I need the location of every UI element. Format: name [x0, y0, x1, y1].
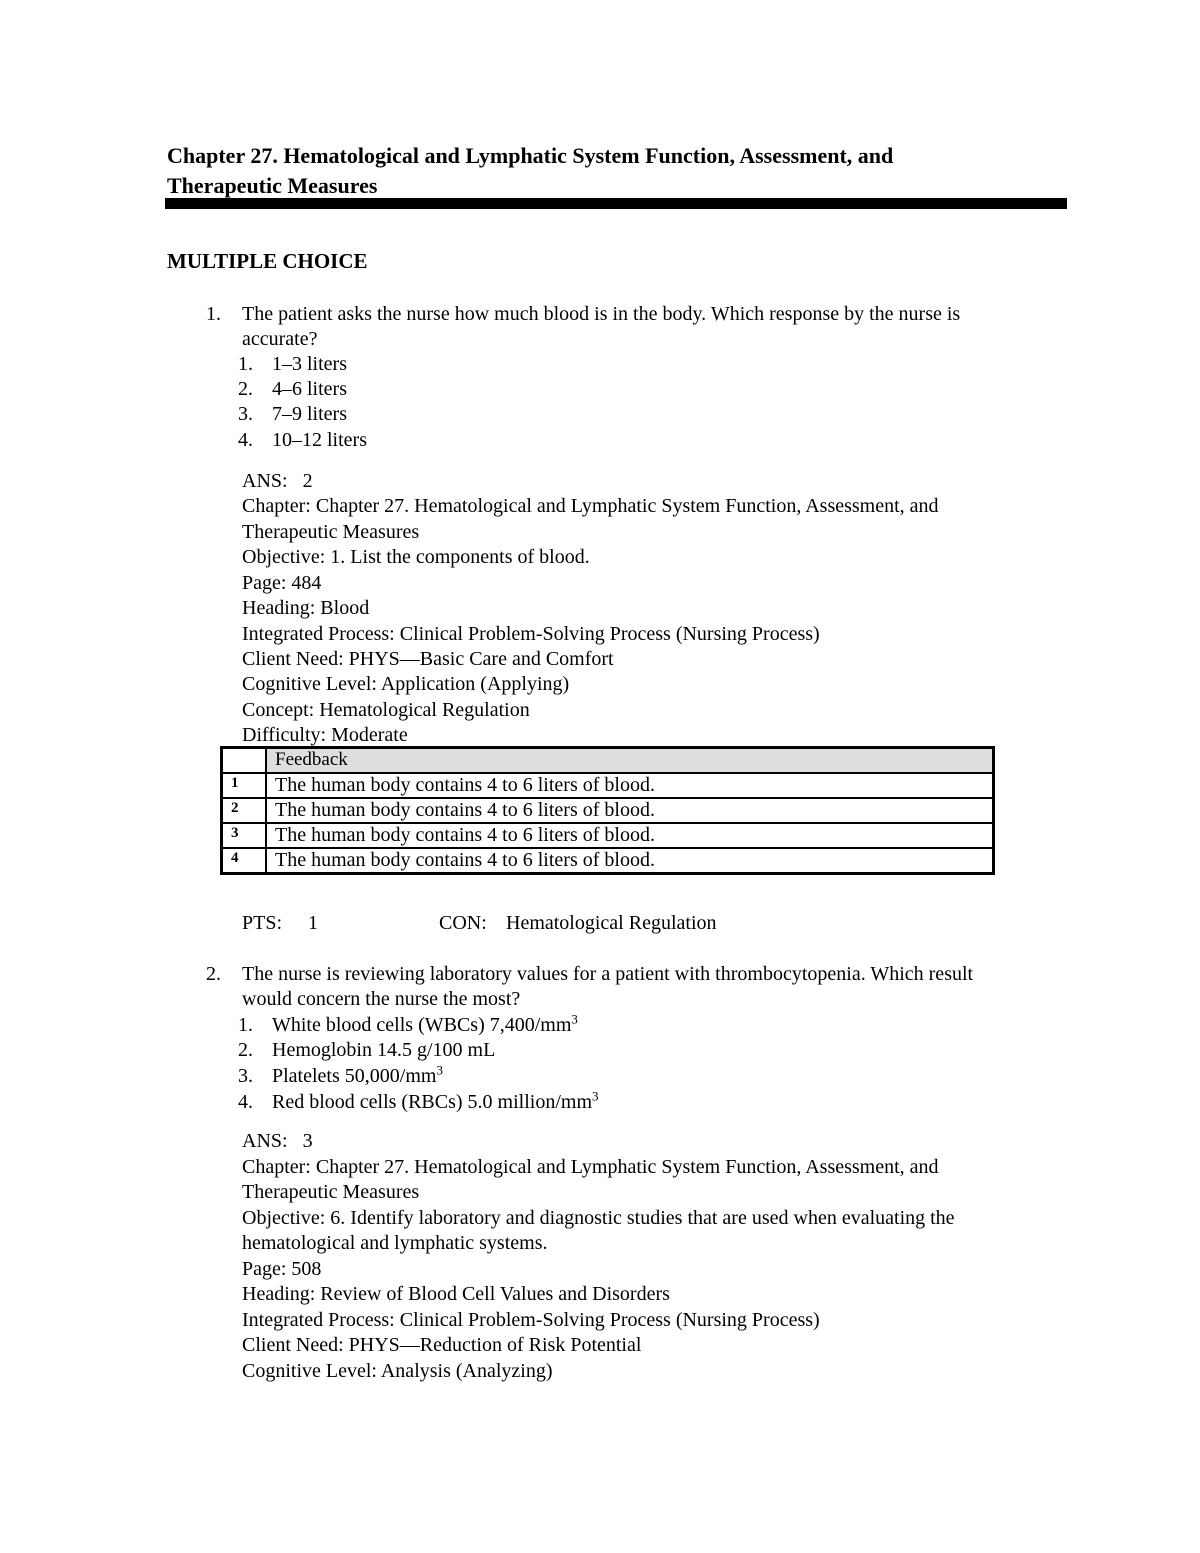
chapter-title-line1: Chapter 27. Hematological and Lymphatic System Function, Assessment, and: [167, 143, 894, 168]
feedback-row-text: The human body contains 4 to 6 liters of blood.: [266, 798, 994, 823]
option-text: [272, 1013, 578, 1038]
table-row: [222, 773, 994, 798]
option-text-main: White blood cells (WBCs) 7,400/mm: [272, 1014, 572, 1036]
option-text-main: Red blood cells (RBCs) 5.0 million/mm: [272, 1091, 592, 1113]
con-label: CON:: [439, 912, 487, 934]
option-text: [272, 1064, 443, 1089]
client-need: Client Need: PHYS—Reduction of Risk Potential: [242, 1334, 642, 1356]
feedback-row-number: 2: [222, 798, 267, 823]
table-row: [222, 798, 994, 823]
option-number: 3.: [238, 403, 253, 425]
question-stem-line1: The nurse is reviewing laboratory values for a patient with thrombocytopenia. Which result: [242, 963, 974, 985]
option-number: 1.: [238, 1014, 253, 1036]
option-text: 7–9 liters: [272, 403, 347, 425]
option-number: 2.: [238, 378, 253, 400]
option-text-main: Platelets 50,000/mm: [272, 1065, 437, 1087]
con-value: Hematological Regulation: [506, 912, 717, 934]
title-rule: [165, 198, 1067, 209]
option-number: 3.: [238, 1065, 253, 1087]
section-heading: MULTIPLE CHOICE: [167, 249, 368, 273]
option-number: 4.: [238, 1091, 253, 1113]
chapter-title-line2: Therapeutic Measures: [167, 173, 378, 198]
heading-ref: Heading: Blood: [242, 597, 370, 619]
table-row: [222, 823, 994, 848]
option-number: 4.: [238, 429, 253, 451]
feedback-row-text: The human body contains 4 to 6 liters of blood.: [266, 773, 994, 798]
feedback-row-number: 4: [222, 848, 267, 874]
option-text: [272, 1090, 599, 1115]
integrated-process: Integrated Process: Clinical Problem-Solving Process (Nursing Process): [242, 1309, 820, 1331]
objective: Objective: 1. List the components of blood.: [242, 546, 590, 568]
question-stem-line2: accurate?: [242, 328, 318, 350]
answer: ANS: 3: [242, 1130, 313, 1152]
chapter-title: [167, 141, 1067, 201]
table-row: [222, 848, 994, 874]
integrated-process: Integrated Process: Clinical Problem-Solving Process (Nursing Process): [242, 623, 820, 645]
option-number: 2.: [238, 1039, 253, 1061]
concept: Concept: Hematological Regulation: [242, 699, 530, 721]
option-number: 1.: [238, 353, 253, 375]
chapter-ref-line1: Chapter: Chapter 27. Hematological and Lymphatic System Function, Assessment, and: [242, 1156, 939, 1178]
feedback-row-number: 1: [222, 773, 267, 798]
option-text: 1–3 liters: [272, 353, 347, 375]
option-text: 4–6 liters: [272, 378, 347, 400]
chapter-ref-line2: Therapeutic Measures: [242, 1181, 420, 1203]
question-number: 2.: [206, 963, 221, 985]
objective-line2: hematological and lymphatic systems.: [242, 1232, 548, 1254]
feedback-corner-cell: [222, 748, 267, 774]
pts-label: PTS:: [242, 912, 283, 934]
cognitive-level: Cognitive Level: Analysis (Analyzing): [242, 1360, 553, 1382]
heading-ref: Heading: Review of Blood Cell Values and Disorders: [242, 1283, 670, 1305]
feedback-row-text: The human body contains 4 to 6 liters of blood.: [266, 848, 994, 874]
option-superscript: 3: [436, 1062, 443, 1078]
page-ref: Page: 484: [242, 572, 322, 594]
question-stem-line1: The patient asks the nurse how much blood is in the body. Which response by the nurse is: [242, 303, 961, 325]
option-text: Hemoglobin 14.5 g/100 mL: [272, 1039, 496, 1061]
chapter-ref-line1: Chapter: Chapter 27. Hematological and Lymphatic System Function, Assessment, and: [242, 495, 939, 517]
chapter-ref-line2: Therapeutic Measures: [242, 521, 420, 543]
pts-value: 1: [308, 912, 318, 934]
client-need: Client Need: PHYS—Basic Care and Comfort: [242, 648, 614, 670]
objective-line1: Objective: 6. Identify laboratory and diagnostic studies that are used when evaluating the: [242, 1207, 955, 1229]
cognitive-level: Cognitive Level: Application (Applying): [242, 673, 570, 695]
question-stem-line2: would concern the nurse the most?: [242, 988, 521, 1010]
feedback-header-row: [222, 748, 994, 774]
feedback-row-number: 3: [222, 823, 267, 848]
page-ref: Page: 508: [242, 1258, 322, 1280]
difficulty: Difficulty: Moderate: [242, 724, 408, 746]
feedback-table: [220, 746, 995, 875]
option-superscript: 3: [571, 1011, 578, 1027]
feedback-row-text: The human body contains 4 to 6 liters of blood.: [266, 823, 994, 848]
question-number: 1.: [206, 303, 221, 325]
option-text: 10–12 liters: [272, 429, 367, 451]
feedback-header: Feedback: [266, 748, 994, 774]
answer: ANS: 2: [242, 470, 313, 492]
option-superscript: 3: [592, 1088, 599, 1104]
